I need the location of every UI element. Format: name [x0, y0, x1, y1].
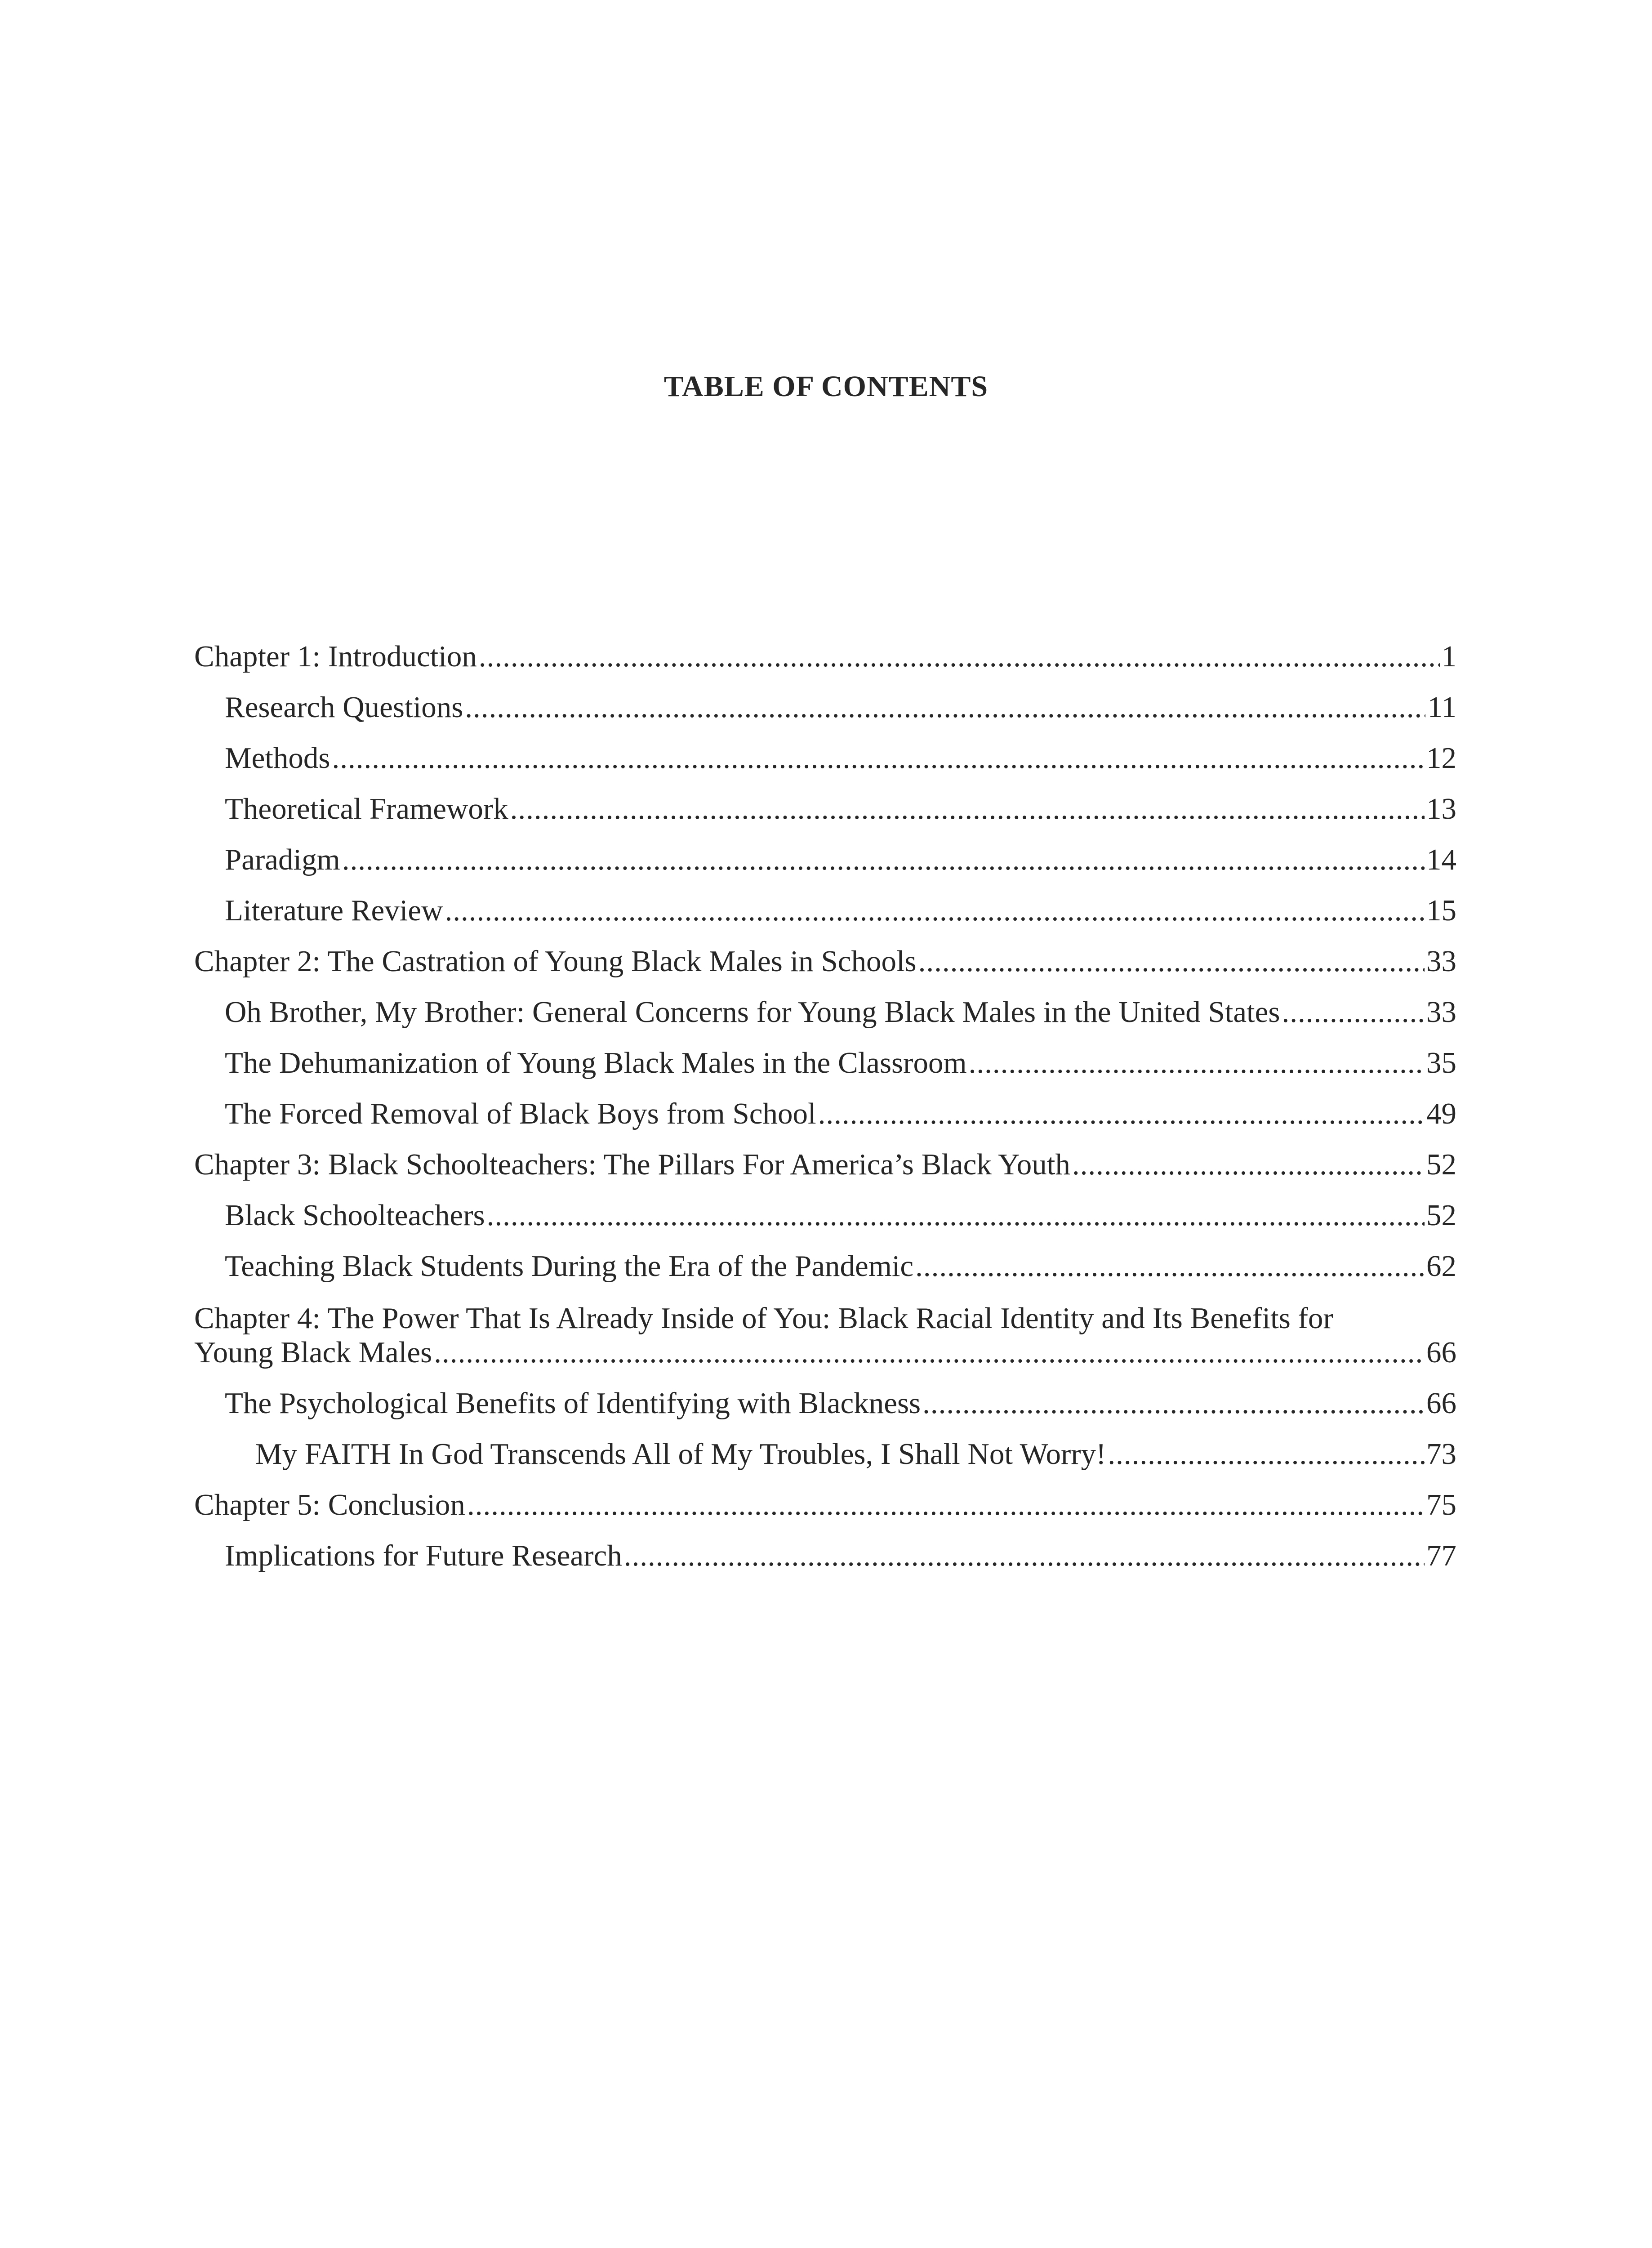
dot-leader — [445, 892, 1425, 928]
toc-entry-title-line-1: Chapter 4: The Power That Is Already Inside of You: Black Racial Identity and Its Benefits for — [194, 1301, 1333, 1335]
toc-page-number: 49 — [1426, 1097, 1456, 1130]
toc-entry-black-schoolteachers[interactable] — [194, 1186, 1456, 1237]
toc-page-number: 73 — [1426, 1437, 1456, 1471]
toc-page-number: 52 — [1426, 1198, 1456, 1232]
dot-leader — [915, 1248, 1425, 1284]
toc-entry-forced-removal[interactable] — [194, 1084, 1456, 1135]
toc-entry-title: Implications for Future Research — [225, 1539, 622, 1572]
toc-entry-research-questions[interactable] — [194, 678, 1456, 729]
toc-page-number: 52 — [1426, 1147, 1456, 1181]
toc-page-number: 14 — [1426, 843, 1456, 876]
dot-leader — [510, 791, 1425, 827]
toc-page-number: 35 — [1426, 1046, 1456, 1079]
toc-entry-oh-brother[interactable] — [194, 983, 1456, 1034]
toc-entry-paradigm[interactable] — [194, 830, 1456, 881]
dot-leader — [467, 1487, 1425, 1523]
toc-entry-title: Paradigm — [225, 843, 340, 876]
dot-leader — [487, 1197, 1425, 1233]
toc-entry-chapter-5[interactable] — [194, 1476, 1456, 1526]
toc-page-number: 66 — [1426, 1386, 1456, 1420]
toc-entry-title: Literature Review — [225, 893, 443, 927]
toc-entry-implications[interactable] — [194, 1526, 1456, 1577]
toc-entry-chapter-1[interactable] — [194, 627, 1456, 678]
dot-leader — [342, 842, 1425, 878]
toc-entry-literature-review[interactable] — [194, 881, 1456, 932]
dot-leader — [624, 1538, 1425, 1574]
dot-leader — [969, 1045, 1425, 1081]
toc-entry-title: My FAITH In God Transcends All of My Troubles, I Shall Not Worry! — [255, 1437, 1106, 1471]
toc-entry-title: Teaching Black Students During the Era of the Pandemic — [225, 1249, 914, 1283]
toc-entry-teaching-pandemic[interactable] — [194, 1237, 1456, 1288]
toc-entry-dehumanization[interactable] — [194, 1034, 1456, 1084]
toc-entry-title: Black Schoolteachers — [225, 1198, 485, 1232]
dot-leader — [479, 638, 1440, 674]
dot-leader — [918, 943, 1425, 979]
toc-page-number: 33 — [1426, 944, 1456, 978]
toc-entry-psychological-benefits[interactable] — [194, 1374, 1456, 1425]
toc-entry-title: Chapter 5: Conclusion — [194, 1488, 465, 1521]
toc-entry-chapter-3[interactable] — [194, 1135, 1456, 1186]
toc-entry-title: Research Questions — [225, 690, 463, 724]
toc-page-number: 13 — [1426, 792, 1456, 825]
toc-entry-title: Methods — [225, 741, 330, 775]
dot-leader — [922, 1385, 1425, 1421]
toc-entry-title-line-2: Young Black Males — [194, 1335, 432, 1369]
toc-entry-my-faith[interactable] — [194, 1425, 1456, 1476]
dot-leader — [332, 740, 1425, 776]
toc-entry-title: Chapter 1: Introduction — [194, 639, 477, 673]
dot-leader — [465, 689, 1425, 725]
toc-entry-chapter-4[interactable] — [194, 1299, 1456, 1374]
page-title: TABLE OF CONTENTS — [663, 370, 989, 403]
toc-entry-title: The Dehumanization of Young Black Males in the Classroom — [225, 1046, 967, 1079]
toc-entry-methods[interactable] — [194, 729, 1456, 780]
toc-entry-title: Oh Brother, My Brother: General Concerns for Young Black Males in the United States — [225, 995, 1280, 1029]
toc-page-number: 77 — [1426, 1539, 1456, 1572]
toc-entry-theoretical-framework[interactable] — [194, 780, 1456, 830]
dot-leader — [818, 1096, 1425, 1132]
dot-leader — [1072, 1146, 1425, 1182]
toc-page-number: 12 — [1426, 741, 1456, 775]
table-of-contents — [194, 627, 1456, 1577]
toc-entry-title: The Psychological Benefits of Identifying with Blackness — [225, 1386, 921, 1420]
toc-page-number: 11 — [1427, 690, 1456, 724]
toc-page-number: 1 — [1441, 639, 1456, 673]
toc-entry-title: Theoretical Framework — [225, 792, 508, 825]
toc-page-number: 33 — [1426, 995, 1456, 1029]
dot-leader — [434, 1334, 1425, 1370]
toc-page-number: 66 — [1426, 1335, 1456, 1369]
toc-page-number: 15 — [1426, 893, 1456, 927]
dot-leader — [1282, 994, 1425, 1030]
dot-leader — [1108, 1436, 1425, 1472]
toc-page-number: 75 — [1426, 1488, 1456, 1521]
toc-page-number: 62 — [1426, 1249, 1456, 1283]
toc-entry-chapter-2[interactable] — [194, 932, 1456, 983]
toc-entry-title: The Forced Removal of Black Boys from School — [225, 1097, 816, 1130]
toc-entry-title: Chapter 2: The Castration of Young Black Males in Schools — [194, 944, 917, 978]
toc-entry-title: Chapter 3: Black Schoolteachers: The Pillars For America’s Black Youth — [194, 1147, 1070, 1181]
